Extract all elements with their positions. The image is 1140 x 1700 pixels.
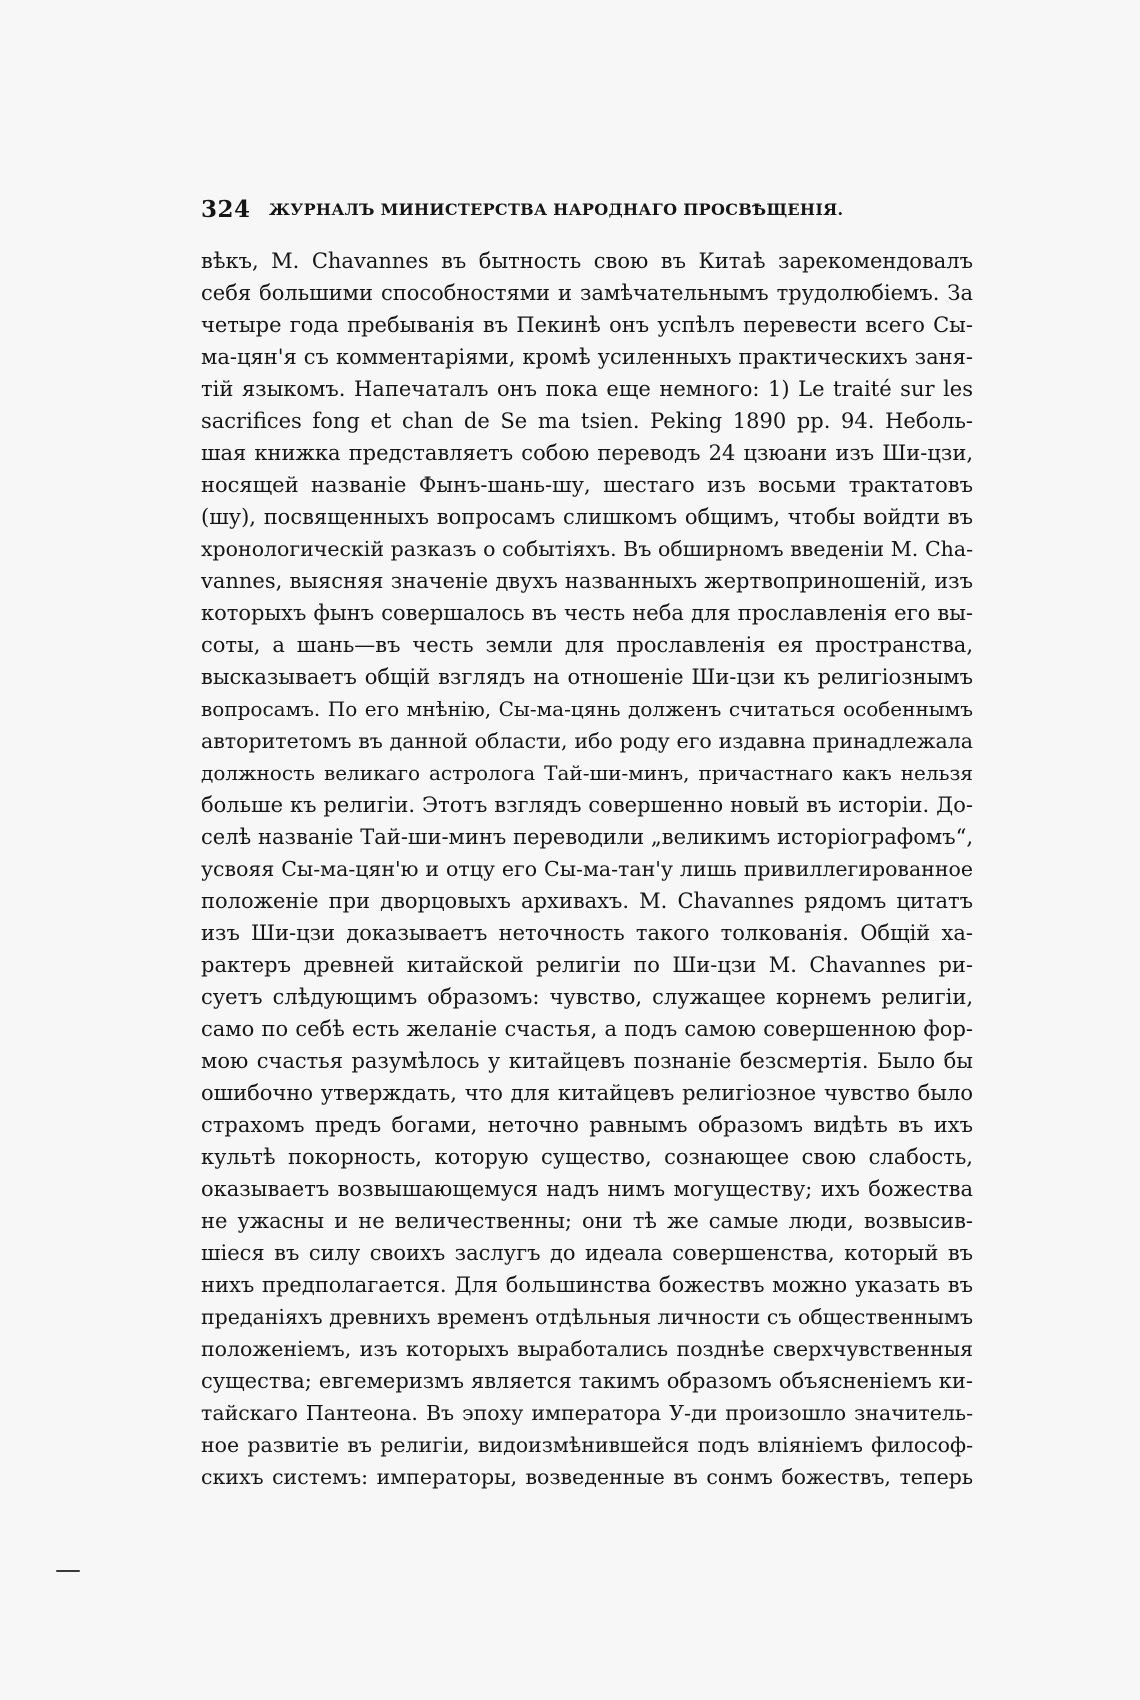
text-line: положеніемъ, изъ которыхъ выработались позднѣе сверхчувственныя (201, 1337, 973, 1361)
text-line: носящей названіе Фынъ-шань-шу, шестаго изъ восьми трактатовъ (201, 473, 973, 497)
page-number: 324 (201, 196, 251, 223)
text-line: которыхъ фынъ совершалось въ честь неба для прославленія его вы- (201, 601, 973, 625)
text-line: хронологическій разказъ о событіяхъ. Въ обширномъ введеніи М. Cha- (201, 537, 973, 561)
text-line: оказываетъ возвышающемуся надъ нимъ могуществу; ихъ божества (201, 1177, 973, 1201)
text-line: ма-цян'я съ комментаріями, кромѣ усиленныхъ практическихъ заня- (201, 345, 973, 369)
text-line: селѣ названіе Тай-ши-минъ переводили „великимъ исторіографомъ“, (201, 825, 973, 849)
text-line: sacrifices fong et chan de Se ma tsien. Peking 1890 pp. 94. Неболь- (201, 409, 973, 433)
text-line: нихъ предполагается. Для большинства божествъ можно указать въ (201, 1273, 973, 1297)
text-line: само по себѣ есть желаніе счастья, а подъ самою совершенною фор- (201, 1017, 973, 1041)
text-line: тайскаго Пантеона. Въ эпоху императора У-ди произошло значитель- (201, 1401, 973, 1425)
text-line: высказываетъ общій взглядъ на отношеніе Ши-цзи къ религіознымъ (201, 665, 973, 689)
text-line: (шу), посвященныхъ вопросамъ слишкомъ общимъ, чтобы войдти въ (201, 505, 973, 529)
text-line: себя большими способностями и замѣчательнымъ трудолюбіемъ. За (201, 281, 973, 305)
text-line: четыре года пребыванія въ Пекинѣ онъ успѣлъ перевести всего Сы- (201, 313, 973, 337)
text-line: усвояя Сы-ма-цян'ю и отцу его Сы-ма-тан'у лишь привиллегированное (201, 857, 973, 881)
text-line: изъ Ши-цзи доказываетъ неточность такого толкованія. Общій ха- (201, 921, 973, 945)
text-line: ошибочно утверждать, что для китайцевъ религіозное чувство было (201, 1081, 973, 1105)
running-title: ЖУРНАЛЪ МИНИСТЕРСТВА НАРОДНАГО ПРОСВѢЩЕНІЯ. (269, 200, 844, 219)
text-line: вѣкъ, М. Chavannes въ бытность свою въ Китаѣ зарекомендовалъ (201, 249, 973, 273)
text-line: рактеръ древней китайской религіи по Ши-цзи М. Chavannes ри- (201, 953, 973, 977)
text-line: не ужасны и не величественны; они тѣ же самые люди, возвысив- (201, 1209, 973, 1233)
margin-scan-mark (56, 1570, 80, 1572)
text-line: должность великаго астролога Тай-ши-минъ, причастнаго какъ нельзя (201, 761, 973, 785)
text-line: больше къ религіи. Этотъ взглядъ совершенно новый въ исторіи. До- (201, 793, 973, 817)
page-header (201, 196, 971, 228)
text-line: vannes, выясняя значеніе двухъ названныхъ жертвоприношеній, изъ (201, 569, 973, 593)
text-line: тій языкомъ. Напечаталъ онъ пока еще немного: 1) Le traité sur les (201, 377, 973, 401)
text-line: существа; евгемеризмъ является такимъ образомъ объясненіемъ ки- (201, 1369, 973, 1393)
text-line: суетъ слѣдующимъ образомъ: чувство, служащее корнемъ религіи, (201, 985, 973, 1009)
text-line: вопросамъ. По его мнѣнію, Сы-ма-цянь долженъ считаться особеннымъ (201, 697, 973, 721)
text-line: шая книжка представляетъ собою переводъ 24 цзюани изъ Ши-цзи, (201, 441, 973, 465)
body-text (201, 245, 973, 1493)
text-line: соты, а шань—въ честь земли для прославленія ея пространства, (201, 633, 973, 657)
text-line: культѣ покорность, которую существо, сознающее свою слабость, (201, 1145, 973, 1169)
text-line: шіеся въ силу своихъ заслугъ до идеала совершенства, который въ (201, 1241, 973, 1265)
text-line: преданіяхъ древнихъ временъ отдѣльныя личности съ общественнымъ (201, 1305, 973, 1329)
text-line: авторитетомъ въ данной области, ибо роду его издавна принадлежала (201, 729, 973, 753)
text-line: скихъ системъ: императоры, возведенные въ сонмъ божествъ, теперь (201, 1465, 973, 1489)
text-line: ное развитіе въ религіи, видоизмѣнившейся подъ вліяніемъ философ- (201, 1433, 973, 1457)
text-line: положеніе при дворцовыхъ архивахъ. М. Chavannes рядомъ цитатъ (201, 889, 973, 913)
text-line: страхомъ предъ богами, неточно равнымъ образомъ видѣть въ ихъ (201, 1113, 973, 1137)
text-line: мою счастья разумѣлось у китайцевъ познаніе безсмертія. Было бы (201, 1049, 973, 1073)
